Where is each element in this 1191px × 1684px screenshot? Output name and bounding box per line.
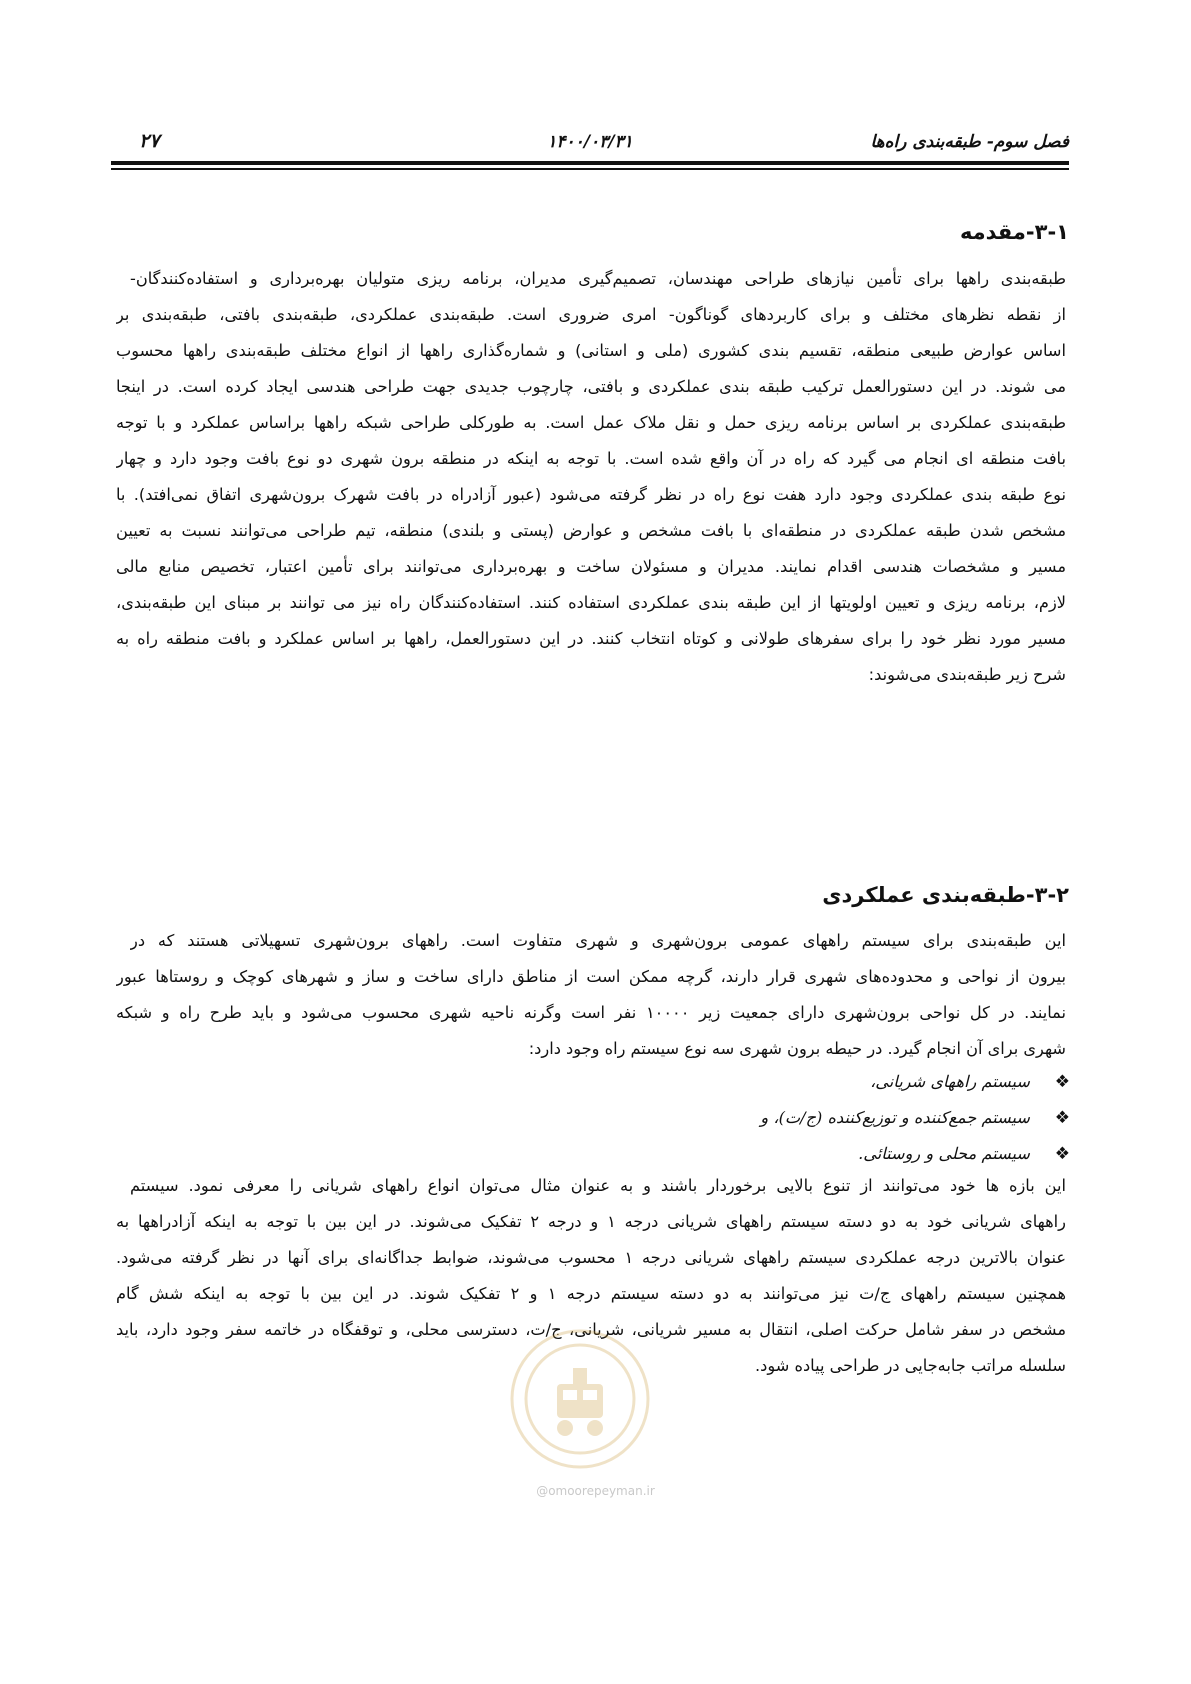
list-item-text: سیستم راههای شریانی، bbox=[870, 1072, 1030, 1091]
header-rule-thin bbox=[111, 168, 1069, 170]
page-number: ۲۷ bbox=[139, 130, 160, 152]
diamond-bullet-icon: ❖ bbox=[1054, 1108, 1070, 1128]
diamond-bullet-icon: ❖ bbox=[1054, 1072, 1070, 1092]
paragraph-line: لازم، برنامه ریزی و تعیین اولویتها از این طبقه بندی عملکردی استفاده کنند. استفاده‌کنندگان راه نیز می توانند بر مبنای این طبقه‌بندی، bbox=[116, 593, 1066, 612]
paragraph-line: همچنین سیستم راههای ج/ت نیز می‌توانند به دو دسته سیستم درجه ۱ و ۲ تفکیک شوند. در این بین با توجه به اینکه شش گام bbox=[116, 1284, 1066, 1303]
paragraph-line: سلسله مراتب جابه‌جایی در طراحی پیاده شود. bbox=[755, 1356, 1066, 1375]
list-item-text: سیستم محلی و روستائی. bbox=[858, 1144, 1030, 1163]
paragraph-line: طبقه‌بندی عملکردی بر اساس برنامه ریزی حمل و نقل ملاک عمل است. به طورکلی طراحی شبکه راهها براساس عملکرد و با توجه bbox=[116, 413, 1066, 432]
paragraph-line: این طبقه‌بندی برای سیستم راههای عمومی برون‌شهری و شهری متفاوت است. راههای برون‌شهری تسهیلاتی هستند که در bbox=[130, 931, 1066, 950]
paragraph-line: می شوند. در این دستورالعمل ترکیب طبقه بندی عملکردی و بافتی، چارچوب جدیدی جهت طراحی هندسی ایجاد کرده است. در اینجا bbox=[116, 377, 1066, 396]
paragraph-line: راههای شریانی خود به دو دسته سیستم راههای شریانی درجه ۱ و درجه ۲ تفکیک می‌شوند. در این بین با توجه به اینکه آزادراهها به bbox=[116, 1212, 1066, 1231]
list-item bbox=[870, 1064, 1070, 1100]
watermark-seal-icon bbox=[505, 1324, 655, 1474]
watermark-url: @omoorepeyman.ir bbox=[536, 1484, 655, 1498]
list-item-text: سیستم جمع‌کننده و توزیع‌کننده (ج/ت)، و bbox=[760, 1108, 1030, 1127]
paragraph-line: شهری برای آن انجام گیرد. در حیطه برون شهری سه نوع سیستم راه وجود دارد: bbox=[528, 1039, 1066, 1058]
paragraph-line: عنوان بالاترین درجه عملکردی سیستم راههای شریانی درجه ۱ محسوب می‌شوند، ضوابط جداگانه‌ای برای آنها در نظر گرفته می‌شود. bbox=[116, 1248, 1066, 1267]
paragraph-line: مشخص در سفر شامل حرکت اصلی، انتقال به مسیر شریانی، شریانی، ج/ت، دسترسی محلی، و توقفگاه در خاتمه سفر وجود دارد، باید bbox=[116, 1320, 1066, 1339]
paragraph-line: مشخص شدن طبقه عملکردی در منطقه‌ای با بافت مشخص و عوارض (پستی و بلندی) منطقه، تیم طراحی می‌توانند نسبت به تعیین bbox=[116, 521, 1066, 540]
paragraph-line: اساس عوارض طبیعی منطقه، تقسیم بندی کشوری (ملی و استانی) و شماره‌گذاری راهها از انواع مختلف طبقه‌بندی راهها محسوب bbox=[116, 341, 1066, 360]
running-header bbox=[111, 128, 1069, 158]
list-item bbox=[760, 1100, 1070, 1136]
paragraph-line: از نقطه نظرهای مختلف و برای کاربردهای گوناگون- امری ضروری است. طبقه‌بندی عملکردی، طبقه‌بندی بافتی، طبقه‌بندی بر bbox=[116, 305, 1066, 324]
section-heading-introduction: ۳-۱-مقدمه bbox=[959, 220, 1069, 244]
header-rule-thick bbox=[111, 161, 1069, 165]
list-item bbox=[858, 1136, 1070, 1172]
paragraph-line: مسیر مورد نظر خود را برای سفرهای طولانی و کوتاه انتخاب کنند. در این دستورالعمل، راهها بر اساس عملکرد و بافت منطقه راه به bbox=[116, 629, 1066, 648]
header-date: ۱۴۰۰/۰۳/۳۱ bbox=[547, 132, 633, 152]
paragraph-line: طبقه‌بندی راهها برای تأمین نیازهای طراحی مهندسان، تصمیم‌گیری مدیران، برنامه ریزی متولیان بهره‌برداری و استفاده‌کنندگان- bbox=[130, 269, 1066, 288]
chapter-title: فصل سوم- طبقه‌بندی راه‌ها bbox=[870, 132, 1069, 152]
paragraph-line: نوع طبقه بندی عملکردی وجود دارد هفت نوع راه در نظر گرفته می‌شود (عبور آزادراه در بافت شهرک برون‌شهری اتفاق نمی‌افتد). با bbox=[116, 485, 1066, 504]
section-heading-functional-classification: ۳-۲-طبقه‌بندی عملکردی bbox=[822, 883, 1069, 907]
diamond-bullet-icon: ❖ bbox=[1054, 1144, 1070, 1164]
paragraph-line: شرح زیر طبقه‌بندی می‌شوند: bbox=[868, 665, 1066, 684]
paragraph-line: بیرون از نواحی و محدوده‌های شهری قرار دارند، گرچه ممکن است از مناطق دارای ساخت و ساز و شهرهای کوچک و روستاها عبور bbox=[116, 967, 1066, 986]
paragraph-line: نمایند. در کل نواحی برون‌شهری دارای جمعیت زیر ۱۰۰۰۰ نفر است وگرنه ناحیه شهری محسوب می‌شود و باید طرح راه و شبکه bbox=[116, 1003, 1066, 1022]
paragraph-line: مسیر و مشخصات هندسی اقدام نمایند. مدیران و مسئولان ساخت و بهره‌برداری می‌توانند برای تأمین اعتبار، تخصیص منابع مالی bbox=[116, 557, 1066, 576]
paragraph-line: این بازه ها خود می‌توانند از تنوع بالایی برخوردار باشند و به عنوان مثال می‌توان انواع راههای شریانی را معرفی نمود. سیستم bbox=[130, 1176, 1066, 1195]
paragraph-line: بافت منطقه ای انجام می گیرد که راه در آن واقع شده است. با توجه به اینکه در منطقه برون شهری دو نوع بافت وجود دارد و چهار bbox=[116, 449, 1066, 468]
